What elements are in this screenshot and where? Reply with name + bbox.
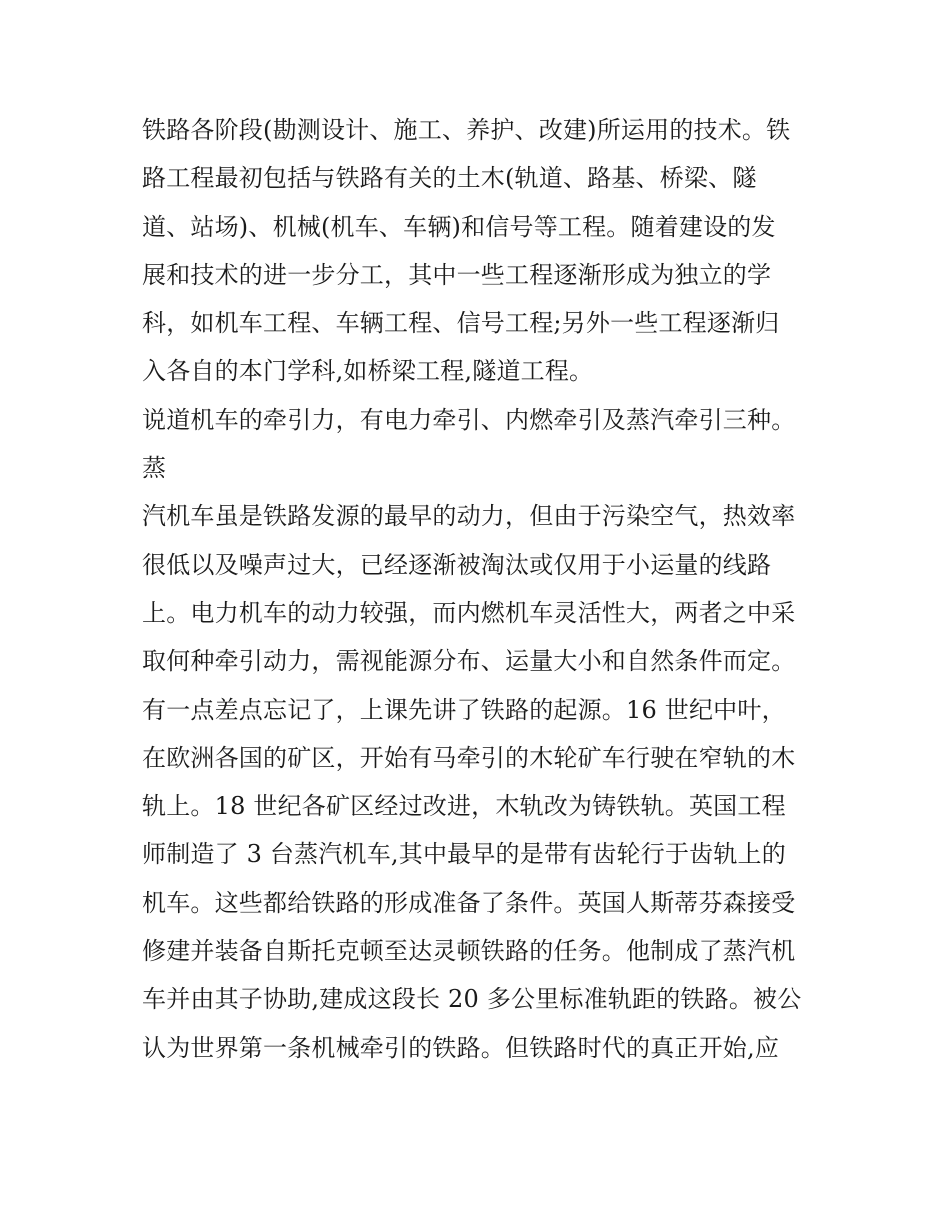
text-line: 很低以及噪声过大，已经逐渐被淘汰或仅用于小运量的线路: [142, 550, 772, 579]
text-line: 路工程最初包括与铁路有关的土木(轨道、路基、桥梁、隧: [142, 164, 757, 193]
text-line: 上。电力机车的动力较强，而内燃机车灵活性大，两者之中采: [142, 598, 796, 627]
text-line: 有一点差点忘记了，上课先讲了铁路的起源。16 世纪中叶，: [142, 695, 786, 724]
text-line: 师制造了 3 台蒸汽机车,其中最早的是带有齿轮行于齿轨上的: [142, 840, 786, 869]
text-line: 机车。这些都给铁路的形成准备了条件。英国人斯蒂芬森接受: [142, 888, 796, 917]
text-line: 铁路各阶段(勘测设计、施工、养护、改建)所运用的技术。铁: [142, 116, 791, 144]
text-line: 汽机车虽是铁路发源的最早的动力，但由于污染空气，热效率: [142, 502, 796, 531]
text-line: 科，如机车工程、车辆工程、信号工程;另外一些工程逐渐归: [142, 309, 780, 338]
text-line: 车并由其子协助,建成这段长 20 多公里标准轨距的铁路。被公: [142, 985, 802, 1014]
text-line: 道、站场)、机械(机车、车辆)和信号等工程。随着建设的发: [142, 212, 776, 241]
text-line: 取何种牵引动力，需视能源分布、运量大小和自然条件而定。: [142, 647, 796, 676]
text-line: 入各自的本门学科,如桥梁工程,隧道工程。: [142, 357, 594, 386]
text-line: 说道机车的牵引力，有电力牵引、内燃牵引及蒸汽牵引三种。: [142, 405, 796, 434]
text-line: 认为世界第一条机械牵引的铁路。但铁路时代的真正开始,应: [142, 1033, 780, 1062]
text-line: 蒸: [142, 454, 167, 483]
text-line: 修建并装备自斯托克顿至达灵顿铁路的任务。他制成了蒸汽机: [142, 937, 796, 966]
body-text: [142, 106, 822, 1072]
text-line: 在欧洲各国的矿区，开始有马牵引的木轮矿车行驶在窄轨的木: [142, 743, 796, 772]
text-line: 轨上。18 世纪各矿区经过改进，木轨改为铸铁轨。英国工程: [142, 792, 786, 821]
text-line: 展和技术的进一步分工，其中一些工程逐渐形成为独立的学: [142, 260, 772, 289]
